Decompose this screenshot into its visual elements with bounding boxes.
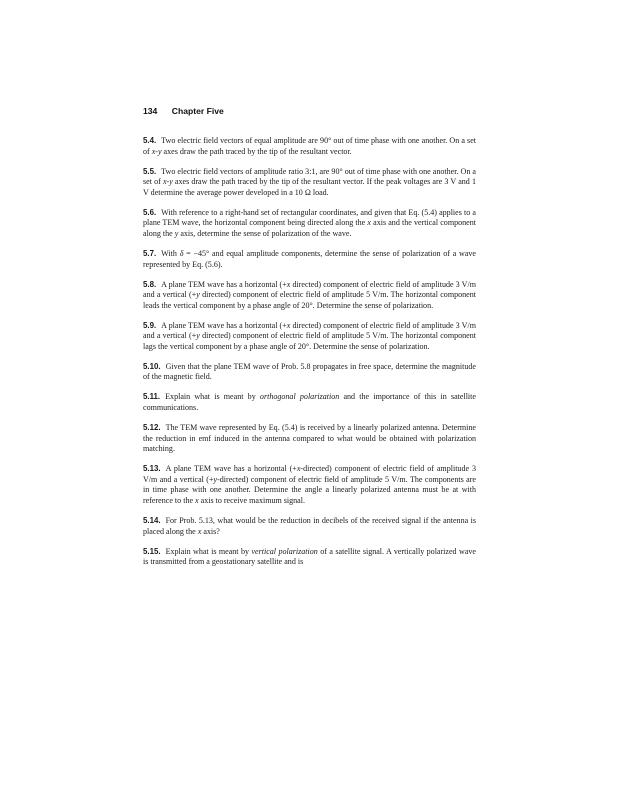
problem-text: of a satellite signal. A vertically polarized wave is transmitted from a geostationary satellite and is bbox=[143, 546, 476, 567]
problem-text: Explain what is meant by bbox=[165, 392, 260, 402]
problem-text-italic: δ bbox=[179, 248, 184, 258]
problem-text: With bbox=[161, 248, 180, 258]
problem-item bbox=[143, 392, 476, 413]
problem-text: and the importance of this in satellite communications. bbox=[143, 392, 476, 413]
problem-number: 5.6. bbox=[143, 207, 157, 217]
problem-number: 5.15. bbox=[143, 546, 161, 556]
problem-text-italic: x bbox=[195, 495, 199, 505]
problem-text: axes draw the path traced by the tip of the resultant vector. If the peak voltages are 3 V and 1 V determine the average power developed in a 10 Ω load. bbox=[143, 177, 476, 197]
problem-text-italic: x bbox=[296, 464, 301, 474]
problem-text: axis to receive maximum signal. bbox=[198, 495, 305, 505]
problem-text: -directed) component of electric field of amplitude 5 V/m. The components are in time phase with one another. Determine the angle a linearly polarized antenna must be at with reference to the bbox=[143, 474, 476, 505]
problem-item bbox=[143, 167, 476, 199]
problem-text-italic: x bbox=[367, 218, 371, 228]
problem-item bbox=[143, 516, 476, 537]
problem-number: 5.7. bbox=[143, 248, 157, 258]
problem-text: = −45° and equal amplitude components, determine the sense of polarization of a wave represented by Eq. (5.6). bbox=[143, 248, 477, 269]
problem-text: axis and the vertical component along the bbox=[143, 218, 476, 238]
problem-text-italic: x bbox=[286, 320, 291, 330]
problem-text-italic: vertical polarization bbox=[251, 546, 318, 556]
problem-text: Two electric field vectors of equal amplitude are 90° out of time phase with one another. On a set of bbox=[143, 136, 476, 156]
problem-text: -directed) component of electric field of amplitude 3 V/m and a vertical (+ bbox=[143, 464, 476, 484]
problem-text-italic: x-y bbox=[151, 146, 162, 156]
problem-text: Two electric field vectors of amplitude ratio 3:1, are 90° out of time phase with one another. On a set of bbox=[143, 166, 476, 187]
problem-item bbox=[143, 362, 476, 383]
problem-item bbox=[143, 423, 476, 455]
problem-item bbox=[143, 464, 476, 506]
page-number: 134 bbox=[143, 106, 158, 116]
problem-text-italic: x bbox=[286, 279, 291, 289]
problem-number: 5.11. bbox=[143, 392, 161, 402]
problem-item bbox=[143, 136, 476, 157]
problem-list bbox=[143, 136, 476, 577]
problem-item bbox=[143, 280, 476, 312]
problem-text-italic: y bbox=[174, 228, 179, 238]
problem-number: 5.8. bbox=[143, 279, 157, 289]
problem-item bbox=[143, 208, 476, 240]
problem-item bbox=[143, 249, 476, 270]
problem-number: 5.14. bbox=[143, 515, 161, 525]
problem-text: directed) component of electric field of amplitude 3 V/m and a vertical (+ bbox=[143, 279, 476, 300]
problem-item bbox=[143, 547, 476, 568]
problem-text: With reference to a right-hand set of rectangular coordinates, and given that Eq. (5.4) applies to a plane TEM wave, the horizontal component being directed along the bbox=[143, 207, 476, 228]
problem-number: 5.5. bbox=[143, 166, 157, 176]
problem-text: Given that the plane TEM wave of Prob. 5.8 propagates in free space, determine the magnitude of the magnetic field. bbox=[143, 361, 476, 382]
problem-text: axes draw the path traced by the tip of the resultant vector. bbox=[161, 146, 352, 156]
problem-number: 5.9. bbox=[143, 320, 157, 330]
problem-text-italic: y bbox=[213, 474, 218, 484]
problem-text: axis? bbox=[201, 526, 220, 536]
problem-text: directed) component of electric field of amplitude 5 V/m. The horizontal component leads the vertical component by a phase angle of 20°. Determine the sense of polarization. bbox=[143, 290, 476, 310]
problem-text: The TEM wave represented by Eq. (5.4) is received by a linearly polarized antenna. Determine the reduction in emf induced in the antenna compared to what would be obtained with polarization matching. bbox=[143, 423, 476, 454]
problem-number: 5.12. bbox=[143, 423, 161, 432]
problem-text: A plane TEM wave has a horizontal (+ bbox=[165, 464, 297, 474]
problem-text: A plane TEM wave has a horizontal (+ bbox=[161, 320, 287, 330]
problem-text: axis, determine the sense of polarization of the wave. bbox=[178, 228, 352, 238]
problem-text-italic: y bbox=[196, 290, 200, 300]
problem-text: A plane TEM wave has a horizontal (+ bbox=[161, 279, 287, 289]
problem-text-italic: y bbox=[196, 331, 200, 341]
problem-text-italic: x bbox=[197, 526, 202, 536]
problem-item bbox=[143, 321, 476, 353]
problem-number: 5.13. bbox=[143, 464, 161, 474]
problem-text: directed) component of electric field of amplitude 3 V/m and a vertical (+ bbox=[143, 320, 476, 341]
problem-text: For Prob. 5.13, what would be the reduction in decibels of the received signal if the antenna is placed along the bbox=[143, 515, 476, 536]
problem-text: Explain what is meant by bbox=[165, 546, 252, 556]
problem-text-italic: orthogonal polarization bbox=[259, 392, 340, 402]
chapter-title: Chapter Five bbox=[171, 106, 224, 116]
problem-number: 5.10. bbox=[143, 361, 161, 371]
problem-text-italic: x-y bbox=[162, 177, 173, 187]
problem-number: 5.4. bbox=[143, 136, 157, 145]
page-header bbox=[143, 106, 224, 116]
problem-text: directed) component of electric field of amplitude 5 V/m. The horizontal component lags the vertical component by a phase angle of 20°. Determine the sense of polarization. bbox=[143, 331, 476, 351]
